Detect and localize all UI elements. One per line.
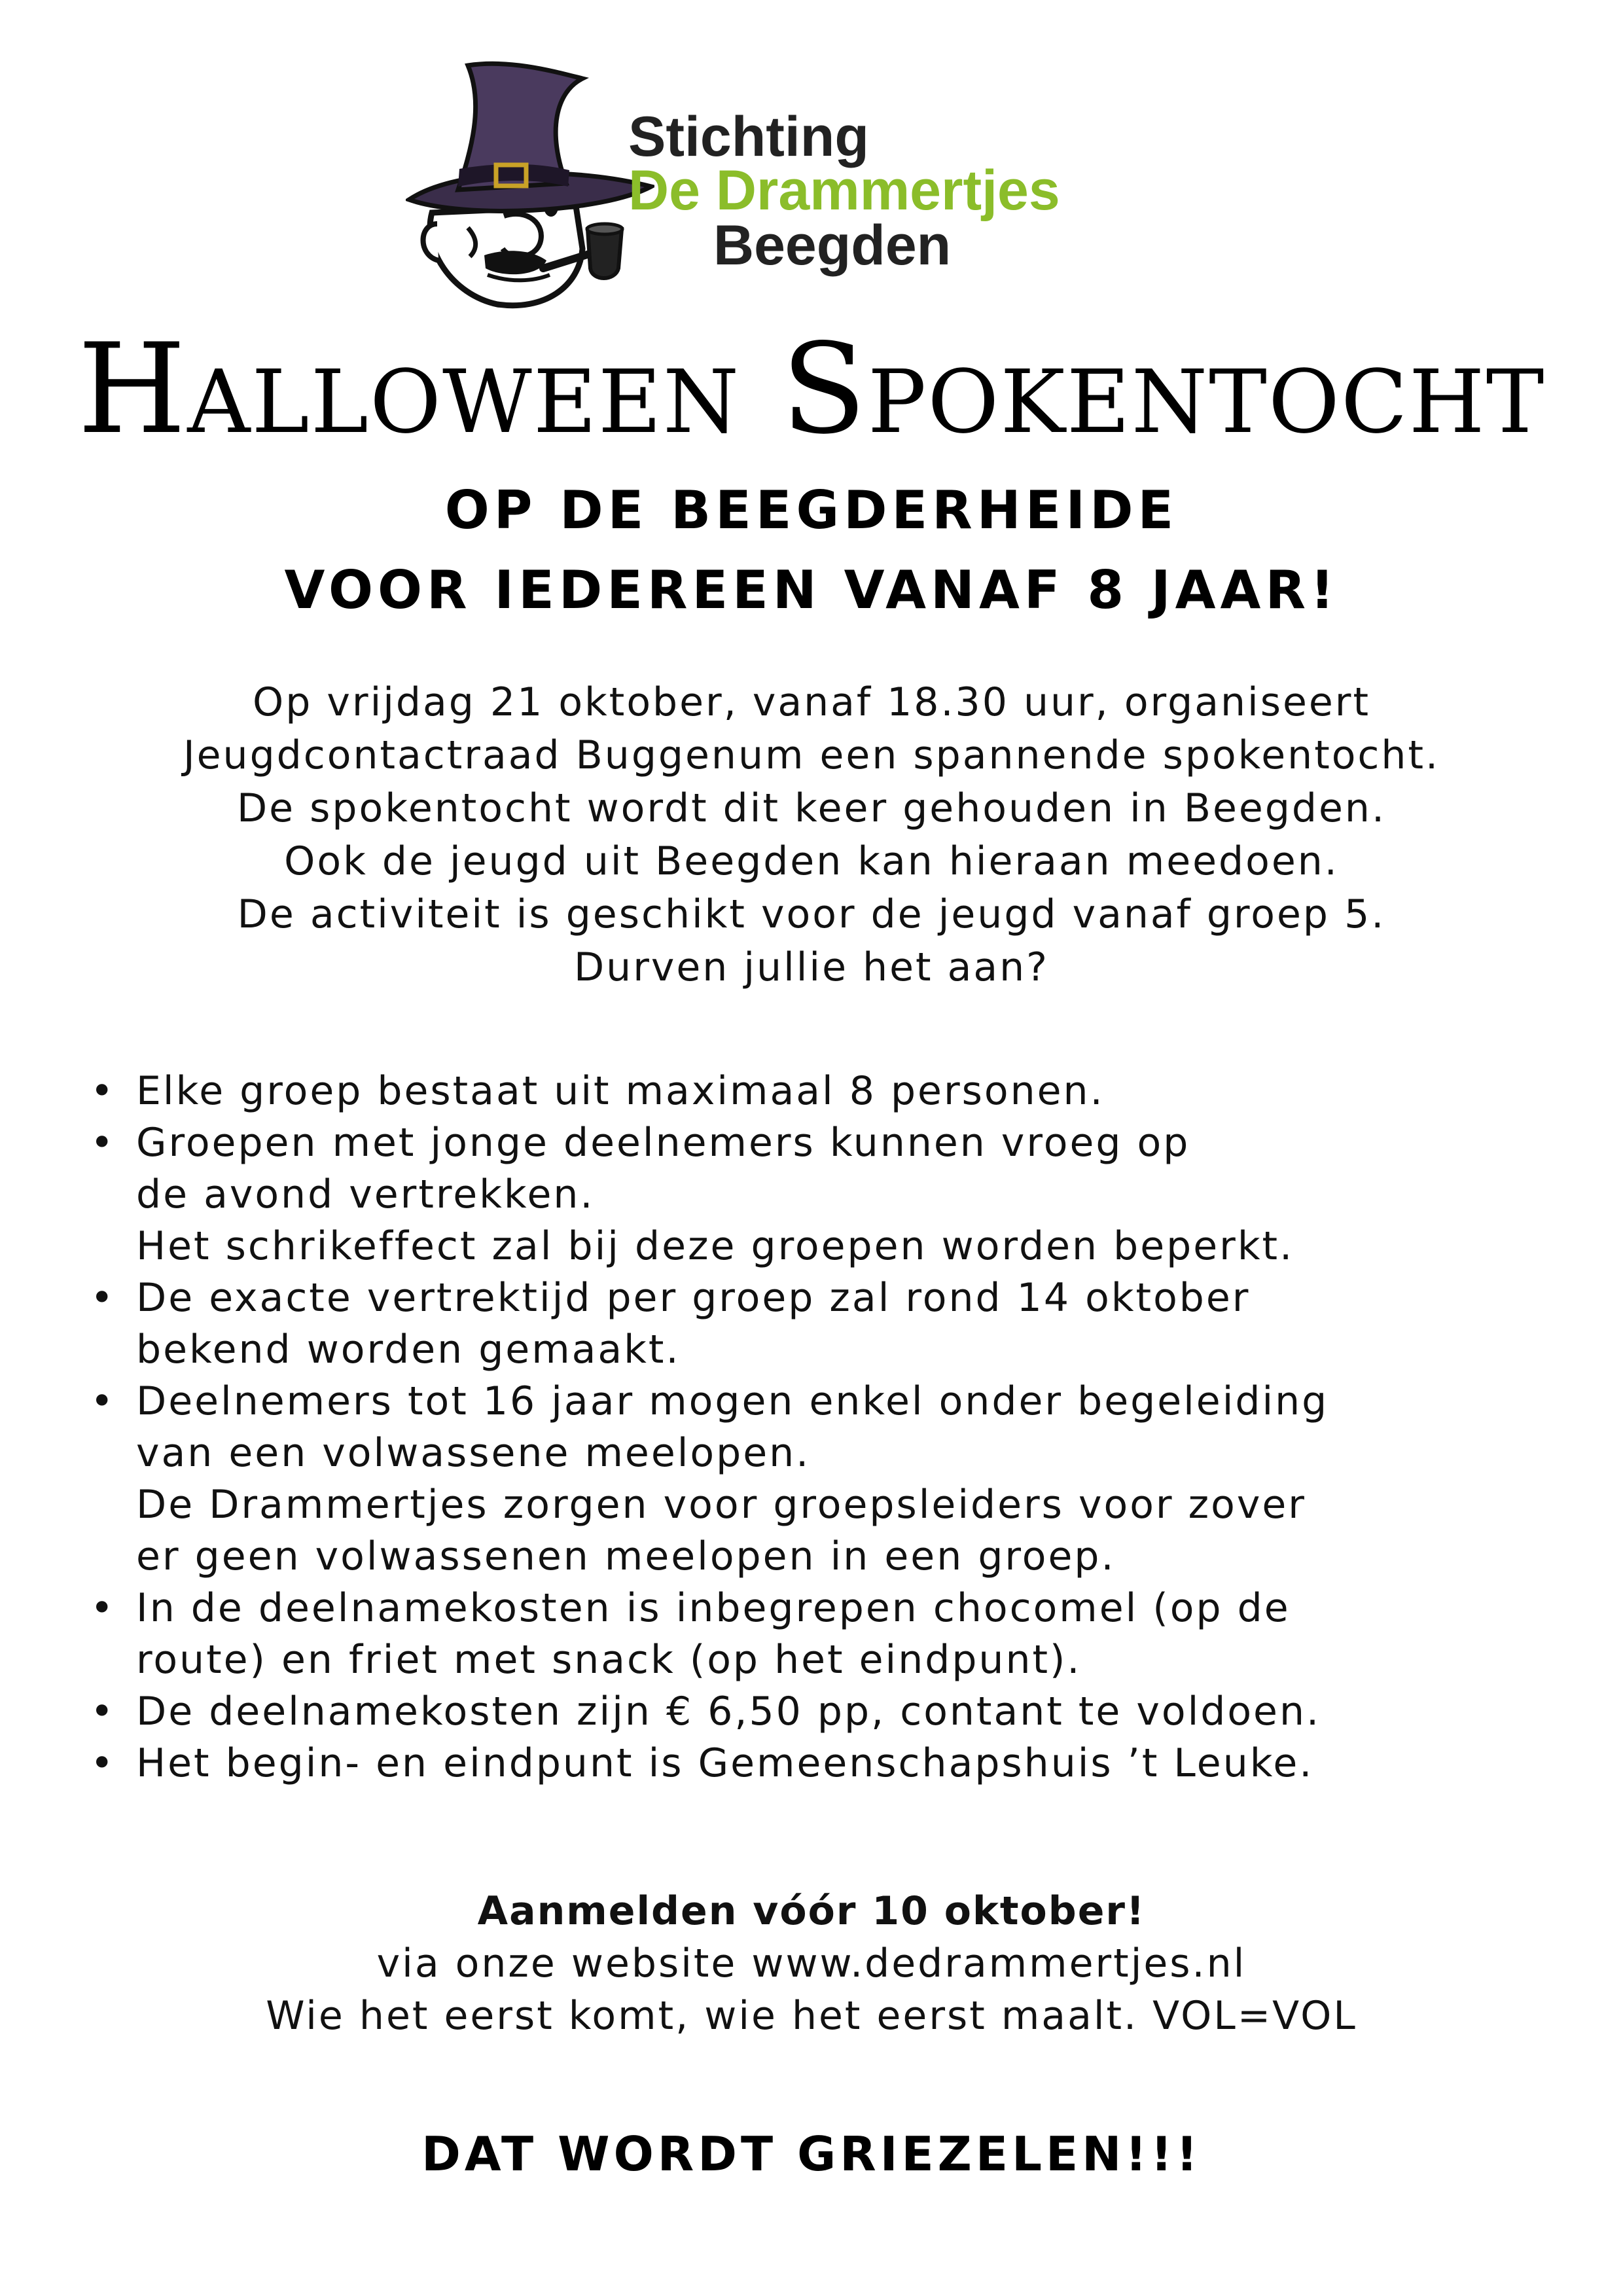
intro-line: Ook de jeugd uit Beegden kan hieraan meedoen. <box>284 838 1339 884</box>
list-item-text: De Drammertjes zorgen voor groepsleiders voor zover <box>136 1482 1306 1528</box>
list-item <box>86 1272 1592 1376</box>
bullet-icon: • <box>90 1740 116 1786</box>
list-item <box>86 1686 1592 1738</box>
list-item-text: Het begin- en eindpunt is Gemeenschapshuis ’t Leuke. <box>136 1740 1314 1786</box>
witch-hat-face-icon <box>406 52 654 314</box>
list-item-text: van een volwassene meelopen. <box>136 1430 811 1476</box>
intro-line: Durven jullie het aan? <box>573 944 1050 990</box>
website-link[interactable]: via onze website www.dedrammertjes.nl <box>376 1941 1247 1986</box>
subtitle-location: OP DE BEEGDERHEIDE <box>444 480 1179 541</box>
bullet-icon: • <box>90 1120 116 1166</box>
list-item <box>86 1583 1592 1686</box>
bullet-icon: • <box>90 1585 116 1631</box>
list-item-text: Deelnemers tot 16 jaar mogen enkel onder begeleiding <box>136 1378 1329 1424</box>
list-item-text: Groepen met jonge deelnemers kunnen vroeg op <box>136 1120 1190 1166</box>
list-item-text: bekend worden gemaakt. <box>136 1327 681 1372</box>
intro-line: Jeugdcontactraad Buggenum een spannende spokentocht. <box>183 732 1440 778</box>
list-item-text: er geen volwassenen meelopen in een groep. <box>136 1534 1116 1579</box>
logo-text-de-drammertjes: De Drammertjes <box>628 159 1060 222</box>
info-list <box>86 1066 1592 1789</box>
logo-text-beegden: Beegden <box>713 214 952 277</box>
intro-line: De spokentocht wordt dit keer gehouden in Beegden. <box>236 785 1387 831</box>
intro-paragraph <box>0 676 1623 994</box>
list-item <box>86 1066 1592 1117</box>
list-item <box>86 1376 1592 1583</box>
registration-deadline: Aanmelden vóór 10 oktober! <box>477 1888 1146 1934</box>
logo <box>406 52 1191 314</box>
list-item-text: Het schrikeffect zal bij deze groepen worden beperkt. <box>136 1223 1294 1269</box>
list-item <box>86 1738 1592 1789</box>
list-item-text: Elke groep bestaat uit maximaal 8 personen. <box>136 1068 1105 1114</box>
bullet-icon: • <box>90 1068 116 1114</box>
list-item-text: route) en friet met snack (op het eindpunt). <box>136 1637 1082 1683</box>
logo-text-stichting: Stichting <box>628 105 869 168</box>
list-item-text: In de deelnamekosten is inbegrepen chocomel (op de <box>136 1585 1291 1631</box>
intro-line: Op vrijdag 21 oktober, vanaf 18.30 uur, organiseert <box>253 679 1370 725</box>
subtitle-age: VOOR IEDEREEN VANAF 8 JAAR! <box>284 560 1339 620</box>
page-title: Halloween Spokentocht <box>77 317 1546 461</box>
bullet-icon: • <box>90 1378 116 1424</box>
bullet-icon: • <box>90 1689 116 1734</box>
registration-block <box>0 1885 1623 2042</box>
list-item-text: De deelnamekosten zijn € 6,50 pp, contant te voldoen. <box>136 1689 1321 1734</box>
bullet-icon: • <box>90 1275 116 1321</box>
intro-line: De activiteit is geschikt voor de jeugd vanaf groep 5. <box>237 891 1386 937</box>
list-item <box>86 1117 1592 1272</box>
closing-slogan: DAT WORDT GRIEZELEN!!! <box>421 2126 1202 2181</box>
list-item-text: de avond vertrekken. <box>136 1172 595 1217</box>
list-item-text: De exacte vertrektijd per groep zal rond 14 oktober <box>136 1275 1251 1321</box>
registration-note: Wie het eerst komt, wie het eerst maalt. VOL=VOL <box>266 1993 1357 2039</box>
